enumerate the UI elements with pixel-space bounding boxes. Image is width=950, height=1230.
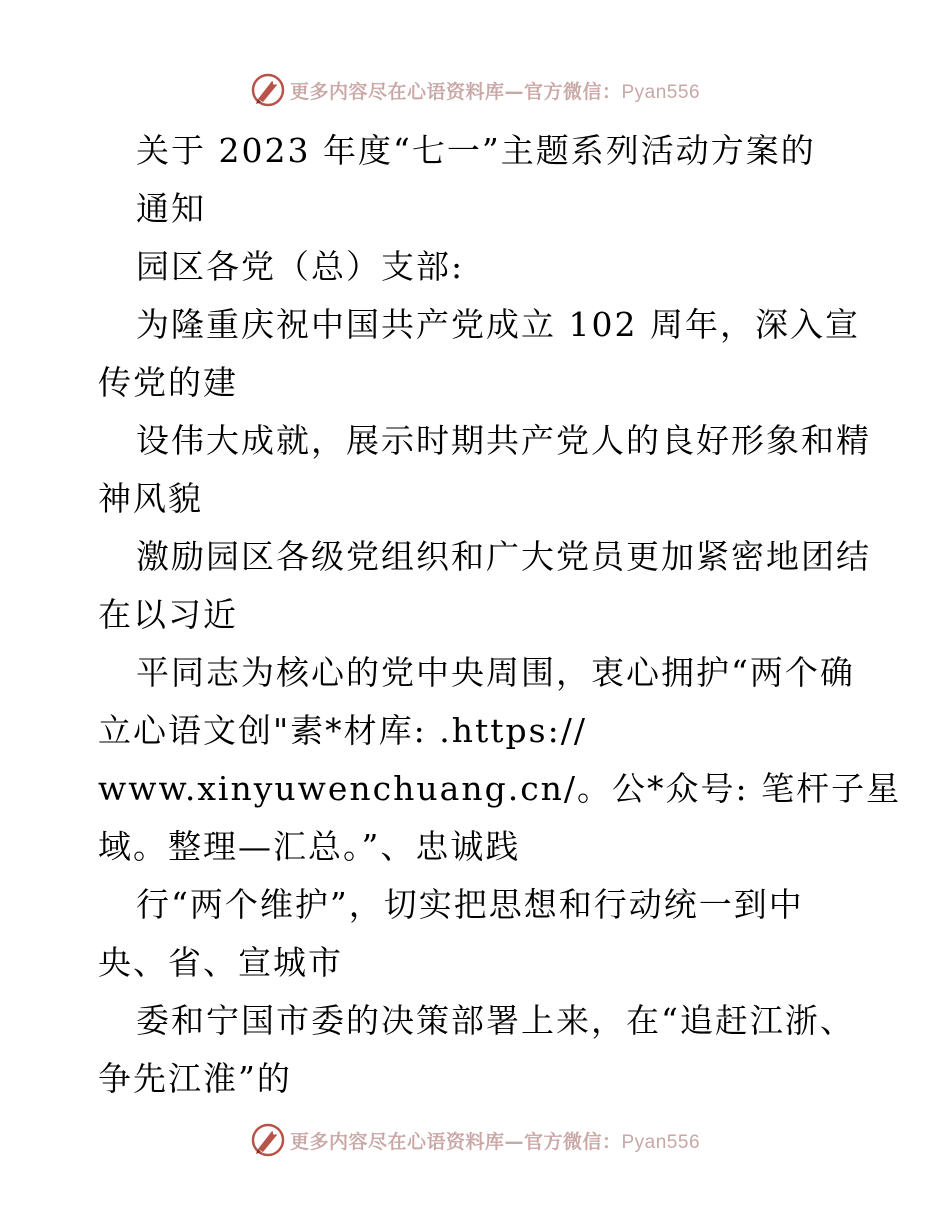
header-watermark-text: [290, 77, 700, 104]
footer-contact-label: 官方微信：: [523, 1130, 622, 1153]
pen-nib-seal-icon: [250, 72, 286, 108]
document-line: 行“两个维护”，切实把思想和行动统一到中: [136, 885, 804, 924]
document-line: 央、省、宣城市: [98, 943, 343, 982]
document-line: 在以习近: [98, 595, 238, 634]
document-line: www.xinyuwenchuang.cn/。公*众号: 笔杆子星: [98, 769, 902, 808]
header-contact-label: 官方微信：: [523, 80, 622, 103]
document-body: [98, 122, 902, 1108]
document-line: 神风貌: [98, 479, 203, 518]
document-line: 委和宁国市委的决策部署上来，在“追赶江浙、: [136, 1001, 855, 1040]
document-line: 立心语文创"素*材库: .https://: [98, 711, 587, 750]
document-line: 园区各党（总）支部:: [136, 247, 465, 286]
footer-banner: [0, 1120, 950, 1160]
document-line: 平同志为核心的党中央周围，衷心拥护“两个确: [136, 653, 855, 692]
footer-watermark-text: [290, 1127, 700, 1154]
footer-separator: —: [504, 1130, 524, 1153]
header-wechat-id: Pyan556: [621, 81, 701, 103]
pen-nib-seal-icon: [250, 1122, 286, 1158]
document-line: 为隆重庆祝中国共产党成立 102 周年，深入宣: [136, 305, 860, 344]
document-line: 关于 2023 年度“七一”主题系列活动方案的: [136, 131, 816, 170]
header-banner: [0, 70, 950, 110]
header-brand: 更多内容尽在心语资料库: [289, 80, 505, 103]
document-line: 传党的建: [98, 363, 238, 402]
footer-wechat-id: Pyan556: [621, 1131, 701, 1153]
document-line: 激励园区各级党组织和广大党员更加紧密地团结: [136, 537, 871, 576]
document-line: 争先江淮”的: [98, 1059, 292, 1098]
document-line: 设伟大成就，展示时期共产党人的良好形象和精: [136, 421, 871, 460]
header-separator: —: [504, 80, 524, 103]
document-line: 通知: [136, 189, 206, 228]
footer-brand: 更多内容尽在心语资料库: [289, 1130, 505, 1153]
document-line: 域。整理—汇总。”、忠诚践: [98, 827, 521, 866]
